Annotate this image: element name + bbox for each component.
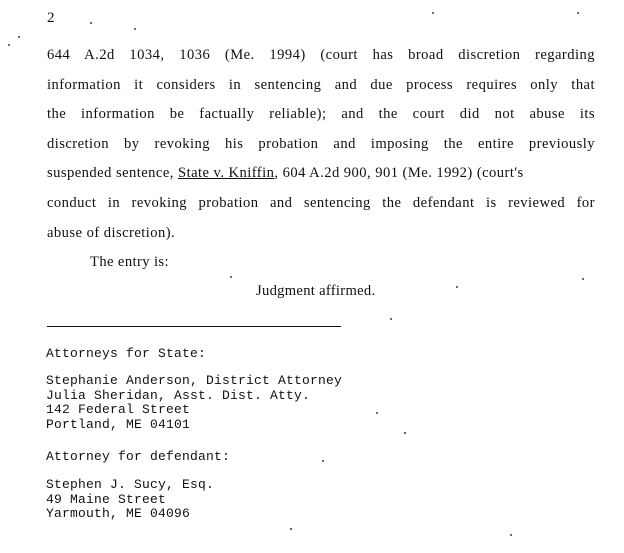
line5-before: suspended sentence, bbox=[47, 165, 174, 182]
state-attorneys-block bbox=[46, 374, 342, 433]
scan-speck bbox=[577, 12, 579, 14]
scan-speck bbox=[432, 12, 434, 14]
state-attorney-line: Portland, ME 04101 bbox=[46, 417, 191, 433]
opinion-text bbox=[47, 44, 595, 251]
page-number: 2 bbox=[47, 10, 55, 26]
body-line-4: discretion by revoking his probation and imposing the entire previously bbox=[47, 135, 595, 152]
body-line-5 bbox=[47, 162, 595, 192]
scan-speck bbox=[90, 22, 92, 24]
scan-speck bbox=[290, 528, 292, 530]
state-attorneys-heading: Attorneys for State: bbox=[46, 346, 207, 361]
scan-speck bbox=[376, 412, 378, 414]
state-attorney-line: Stephanie Anderson, District Attorney bbox=[46, 373, 343, 388]
body-line-6: conduct in revoking probation and sentencing the defendant is reviewed for bbox=[47, 194, 595, 211]
scan-speck bbox=[456, 286, 458, 288]
scan-speck bbox=[404, 432, 406, 434]
scan-speck bbox=[230, 276, 232, 278]
body-line-3: the information be factually reliable); and the court did not abuse its bbox=[47, 106, 595, 123]
scan-speck bbox=[322, 460, 324, 462]
defendant-attorney-line: Yarmouth, ME 04096 bbox=[46, 506, 191, 522]
scan-speck bbox=[510, 534, 512, 536]
body-line-1: 644 A.2d 1034, 1036 (Me. 1994) (court has broad discretion regarding bbox=[47, 47, 595, 63]
separator-rule bbox=[47, 326, 341, 327]
scan-speck bbox=[390, 318, 392, 320]
scan-speck bbox=[134, 28, 136, 30]
scan-speck bbox=[8, 44, 10, 46]
state-attorney-line: 142 Federal Street bbox=[46, 402, 191, 418]
entry-label: The entry is: bbox=[90, 254, 169, 270]
line5-after: , 604 A.2d 900, 901 (Me. 1992) (court's bbox=[274, 165, 524, 182]
scan-speck bbox=[18, 36, 20, 38]
case-citation: State v. Kniffin bbox=[178, 165, 275, 182]
judgment-text: Judgment affirmed. bbox=[256, 283, 376, 299]
defendant-attorney-line: Stephen J. Sucy, Esq. bbox=[46, 477, 215, 492]
state-attorney-line: Julia Sheridan, Asst. Dist. Atty. bbox=[46, 387, 311, 403]
defendant-attorney-line: 49 Maine Street bbox=[46, 491, 167, 507]
body-line-7: abuse of discretion). bbox=[47, 224, 176, 241]
body-line-2: information it considers in sentencing and due process requires only that bbox=[47, 76, 595, 93]
scan-speck bbox=[582, 278, 584, 280]
defendant-attorney-heading: Attorney for defendant: bbox=[46, 449, 231, 464]
defendant-attorney-block bbox=[46, 478, 214, 522]
